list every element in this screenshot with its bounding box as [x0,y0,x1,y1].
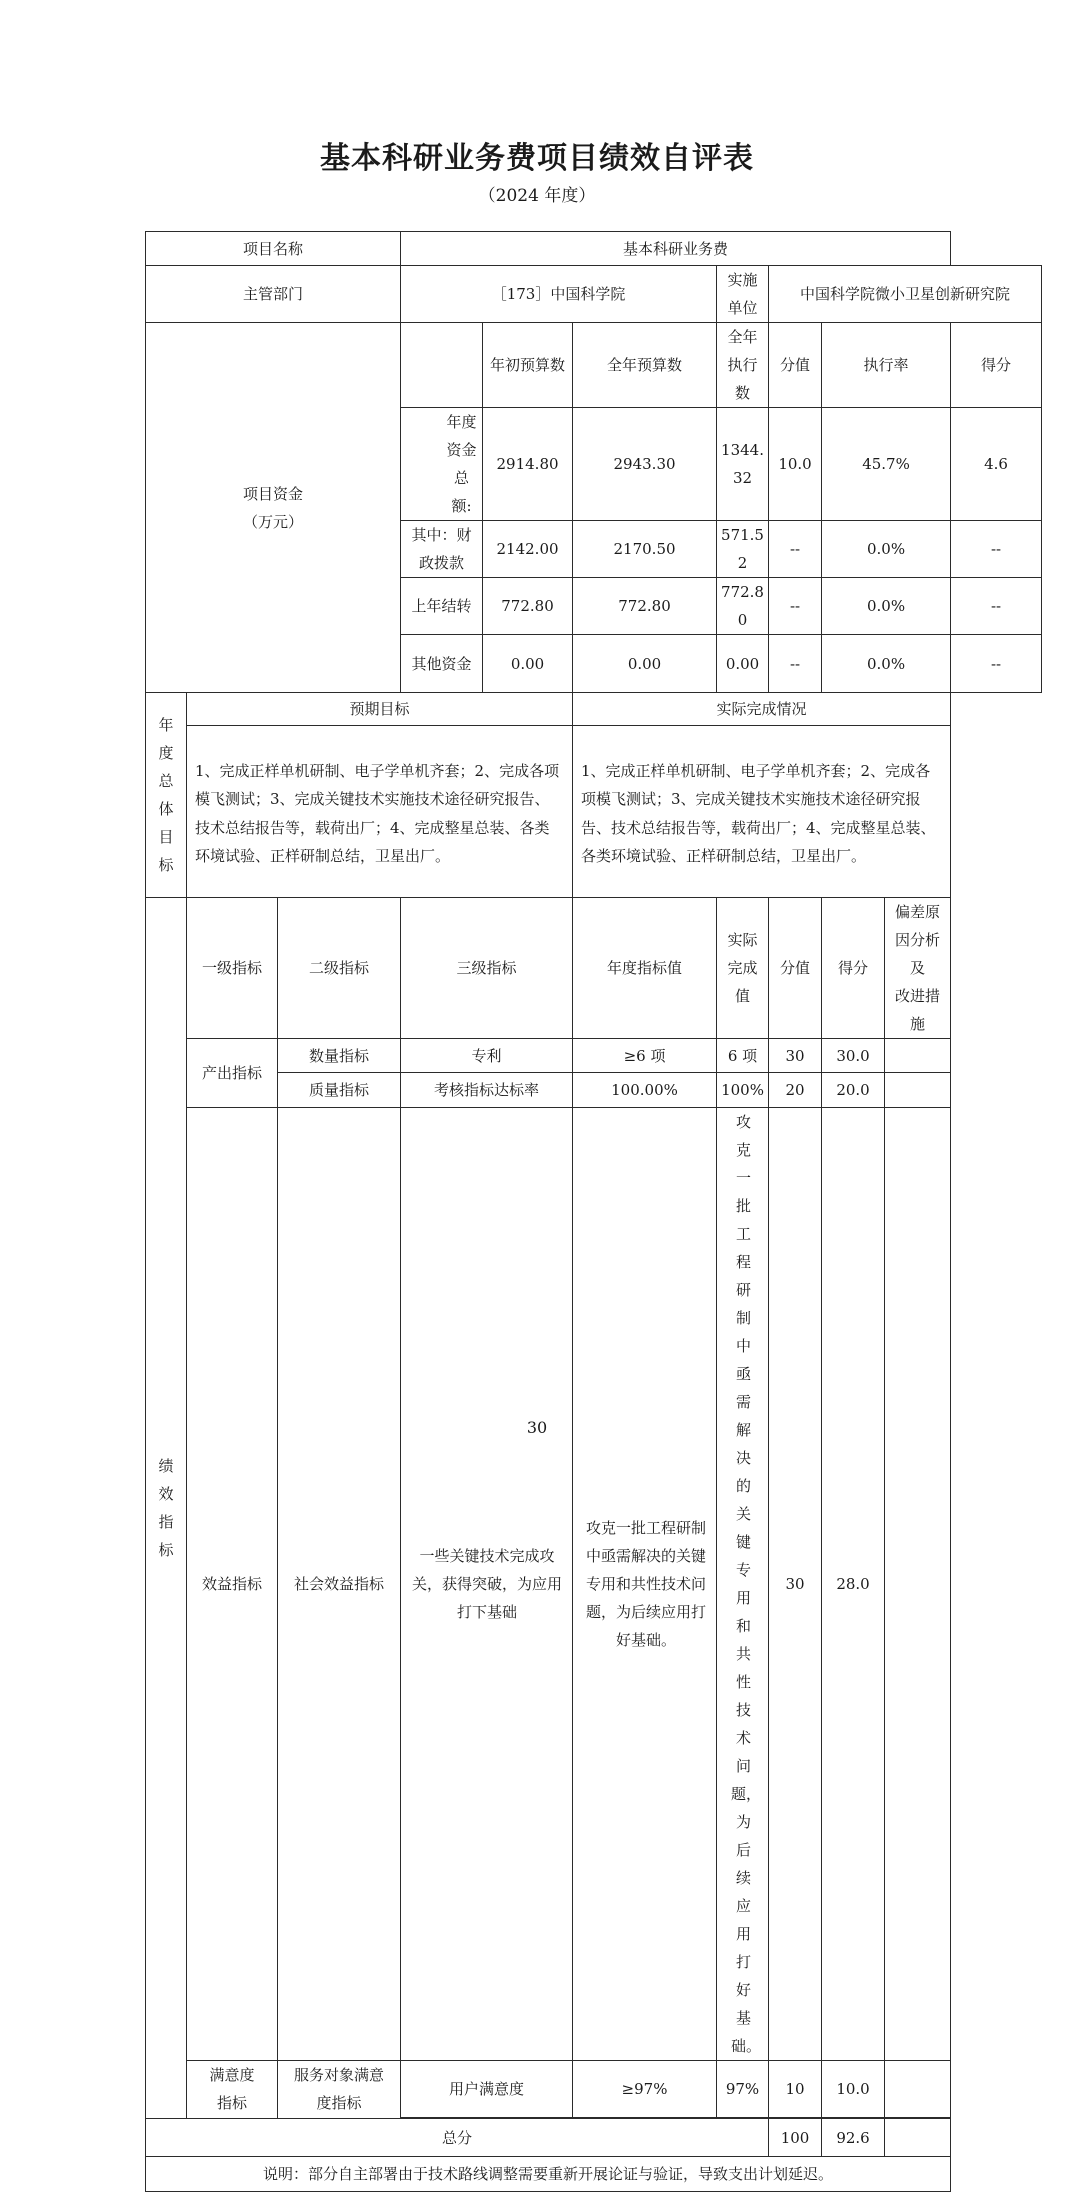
funds-annual: 2943.30 [573,408,717,521]
funds-score: -- [951,521,1042,578]
funds-header-score-value: 分值 [769,323,822,408]
note-text: 说明：部分自主部署由于技术路线调整需要重新开展论证与验证，导致支出计划延迟。 [146,2157,951,2192]
ind-header-level1: 一级指标 [187,898,278,1039]
satisfaction-indicator-label: 满意度指标 [187,2061,278,2118]
funds-initial: 772.80 [483,578,573,635]
page-title: 基本科研业务费项目绩效自评表 [320,141,754,176]
ind-level2: 服务对象满意度指标 [278,2061,401,2118]
funds-score-value: -- [769,635,822,693]
indicators-section-label: 绩效指标 [146,898,187,2119]
funds-score-value: -- [769,521,822,578]
funds-score: -- [951,578,1042,635]
project-name-value: 基本科研业务费 [401,232,951,266]
goals-section-label: 年度总体目标 [146,693,187,898]
ind-level2: 质量指标 [278,1073,401,1108]
ind-score: 20.0 [822,1073,885,1108]
funds-score: 4.6 [951,408,1042,521]
ind-level3: 考核指标达标率 [401,1073,573,1108]
project-name-label: 项目名称 [146,232,401,266]
ind-target: 攻克一批工程研制中亟需解决的关键专用和共性技术问题，为后续应用打好基础。 [573,1108,717,2061]
ind-target: ≥97% [573,2061,717,2118]
ind-target: 100.00% [573,1073,717,1108]
ind-level3: 一些关键技术完成攻关，获得突破，为应用打下基础 [401,1108,573,2061]
expected-goal-cell [187,726,573,898]
ind-header-deviation: 偏差原因分析及 改进措施 [885,898,951,1039]
impl-label: 实施单位 [717,266,769,323]
funds-executed: 571.52 [717,521,769,578]
funds-annual: 0.00 [573,635,717,693]
ind-actual: 攻克一批工程研制中亟需解决的关键专用和共性技术问题，为后续应用打好基础。 [717,1108,769,2061]
expected-goal-text: 1、完成正样单机研制、电子学单机齐套；2、完成各项模飞测试；3、完成关键技术实施技术途径研究报告、技术总结报告等，载荷出厂；4、完成整星总装、各类环境试验、正样研制总结，卫星出厂。 [195,761,560,865]
funds-annual: 2170.50 [573,521,717,578]
ind-deviation [885,2061,951,2118]
funds-header-executed: 全年执行数 [717,323,769,408]
ind-level3: 用户满意度 [401,2061,573,2118]
ind-score-value: 30 [769,1039,822,1073]
actual-goal-text: 1、完成正样单机研制、电子学单机齐套；2、完成各项模飞测试；3、完成关键技术实施技术途径研究报告、技术总结报告等，载荷出厂；4、完成整星总装、各类环境试验、正样研制总结，卫星出厂。 [581,761,936,865]
actual-goal-cell [573,726,951,898]
funds-header-annual: 全年预算数 [573,323,717,408]
ind-score: 28.0 [822,1108,885,2061]
performance-table [145,231,1042,2192]
dept-value: ［173］中国科学院 [401,266,717,323]
ind-header-level2: 二级指标 [278,898,401,1039]
ind-score: 10.0 [822,2061,885,2118]
page-number: 30 [526,1418,548,1437]
total-score-value: 100 [769,2119,822,2157]
funds-row-label-header [401,323,483,408]
ind-level3: 专利 [401,1039,573,1073]
ind-score-value: 10 [769,2061,822,2118]
funds-header-initial: 年初预算数 [483,323,573,408]
funds-score-value: -- [769,578,822,635]
ind-actual: 97% [717,2061,769,2118]
ind-score-value: 20 [769,1073,822,1108]
funds-row-label: 其中：财政拨款 [401,521,483,578]
page-subtitle: （2024 年度） [478,186,596,206]
ind-deviation [885,1039,951,1073]
ind-header-target: 年度指标值 [573,898,717,1039]
total-label: 总分 [146,2119,769,2157]
funds-score: -- [951,635,1042,693]
funds-row-label: 年度资金总额: [401,408,483,521]
funds-initial: 2914.80 [483,408,573,521]
funds-rate: 45.7% [822,408,951,521]
ind-level2: 数量指标 [278,1039,401,1073]
ind-actual: 100% [717,1073,769,1108]
ind-score: 30.0 [822,1039,885,1073]
ind-header-actual: 实际完成值 [717,898,769,1039]
funds-header-rate: 执行率 [822,323,951,408]
ind-score-value: 30 [769,1108,822,2061]
funds-header-score: 得分 [951,323,1042,408]
funds-row-label: 其他资金 [401,635,483,693]
funds-score-value: 10.0 [769,408,822,521]
funds-initial: 2142.00 [483,521,573,578]
ind-deviation [885,1073,951,1108]
impl-value: 中国科学院微小卫星创新研究院 [769,266,1042,323]
funds-annual: 772.80 [573,578,717,635]
funds-executed: 1344.32 [717,408,769,521]
actual-goal-label: 实际完成情况 [573,693,951,726]
funds-executed: 0.00 [717,635,769,693]
total-deviation [885,2119,951,2157]
funds-section-label: 项目资金 （万元） [146,323,401,693]
ind-header-score: 得分 [822,898,885,1039]
benefit-indicator-label: 效益指标 [187,1108,278,2061]
ind-deviation [885,1108,951,2061]
total-score: 92.6 [822,2119,885,2157]
funds-rate: 0.0% [822,578,951,635]
ind-level2: 社会效益指标 [278,1108,401,2061]
funds-row-label: 上年结转 [401,578,483,635]
ind-header-level3: 三级指标 [401,898,573,1039]
ind-target: ≥6 项 [573,1039,717,1073]
funds-initial: 0.00 [483,635,573,693]
output-indicator-label: 产出指标 [187,1039,278,1108]
funds-rate: 0.0% [822,521,951,578]
expected-goal-label: 预期目标 [187,693,573,726]
ind-header-score-value: 分值 [769,898,822,1039]
dept-label: 主管部门 [146,266,401,323]
funds-executed: 772.80 [717,578,769,635]
funds-rate: 0.0% [822,635,951,693]
ind-actual: 6 项 [717,1039,769,1073]
